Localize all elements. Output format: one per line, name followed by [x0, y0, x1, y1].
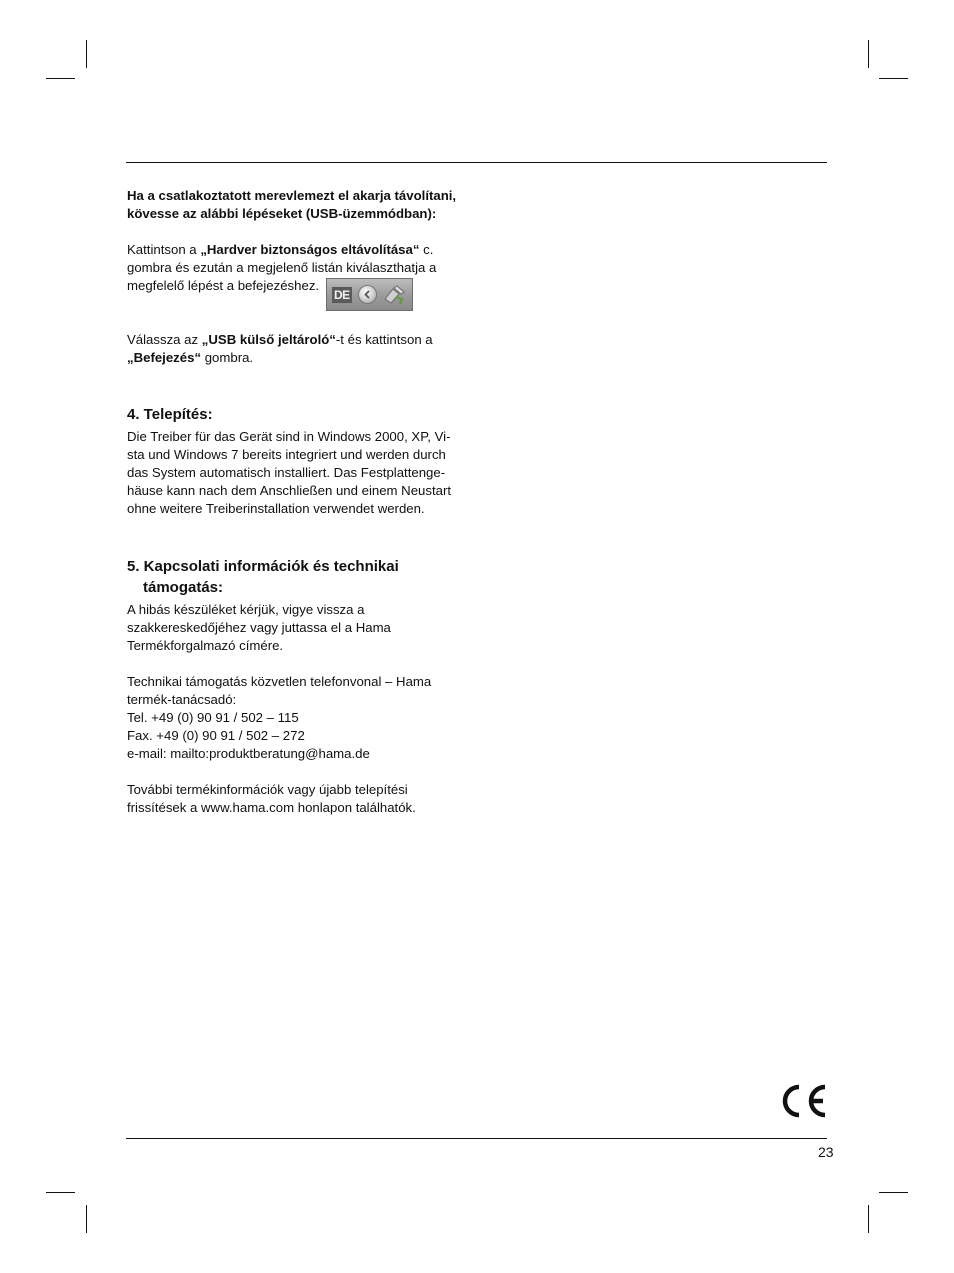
top-rule [126, 162, 827, 163]
contact-para [127, 781, 472, 817]
text-span: Kattintson a [127, 242, 201, 257]
contact-para [127, 601, 472, 655]
text-span: -t és kattintson a [335, 332, 433, 347]
heading-line: 5. Kapcsolati információk és technikai [127, 558, 399, 575]
crop-mark-top-left-vertical [86, 40, 87, 68]
remove-click-line [127, 241, 472, 259]
crop-mark-top-left-horizontal [46, 78, 75, 79]
crop-mark-top-right-vertical [868, 40, 869, 68]
body-line: termék-tanácsadó: [127, 692, 237, 707]
text-span: gombra. [201, 350, 254, 365]
finish-line [127, 349, 472, 367]
section-heading: 4. Telepítés: [127, 406, 213, 423]
text-span-bold: „Hardver biztonságos eltávolítása“ [200, 242, 420, 257]
heading-line: támogatás: [143, 579, 224, 596]
taskbar-tray-image [326, 278, 413, 311]
remove-intro-line: Ha a csatlakoztatott merevlemezt el akarja távolítani, [127, 188, 457, 203]
safely-remove-hardware-icon [382, 285, 406, 310]
page-number: 23 [818, 1144, 834, 1160]
body-line: További termékinformációk vagy újabb telepítési [127, 782, 408, 797]
section-install [127, 404, 472, 518]
section-heading [127, 556, 472, 598]
body-line: Technikai támogatás közvetlen telefonvonal – Hama [127, 674, 432, 689]
phone-line: Tel. +49 (0) 90 91 / 502 – 115 [127, 710, 299, 725]
text-span: Válassza az [127, 332, 202, 347]
install-body [127, 428, 472, 518]
remove-click-line: gombra és ezután a megjelenő listán kiválaszthatja a [127, 260, 437, 275]
body-line: ohne weitere Treiberinstallation verwendet werden. [127, 501, 425, 516]
body-line: A hibás készüléket kérjük, vigye vissza a [127, 602, 365, 617]
body-line: sta und Windows 7 bereits integriert und werden durch [127, 447, 446, 462]
crop-mark-bottom-right-vertical [868, 1205, 869, 1233]
text-span-bold: „Befejezés“ [127, 350, 202, 365]
body-line: das System automatisch installiert. Das Festplattenge- [127, 465, 446, 480]
section-remove-select [127, 331, 472, 367]
body-line: Die Treiber für das Gerät sind in Windows 2000, XP, Vi- [127, 429, 451, 444]
body-line: häuse kann nach dem Anschließen und einem Neustart [127, 483, 452, 498]
bottom-rule [126, 1138, 827, 1139]
back-arrow-icon [358, 285, 377, 304]
crop-mark-bottom-left-vertical [86, 1205, 87, 1233]
crop-mark-bottom-right-horizontal [879, 1192, 908, 1193]
text-span-bold: „USB külső jeltároló“ [201, 332, 336, 347]
remove-click-line: megfelelő lépést a befejezéshez. [127, 278, 320, 293]
crop-mark-top-right-horizontal [879, 78, 908, 79]
body-line: szakkereskedőjéhez vagy juttassa el a Hama [127, 620, 391, 635]
language-indicator: DE [334, 288, 350, 302]
section-contact [127, 556, 472, 817]
section-remove [127, 187, 472, 295]
body-line: frissítések a www.hama.com honlapon találhatók. [127, 800, 416, 815]
ce-mark-icon [779, 1083, 829, 1119]
crop-mark-bottom-left-horizontal [46, 1192, 75, 1193]
text-span: c. [419, 242, 434, 257]
remove-intro-line: kövesse az alábbi lépéseket (USB-üzemmódban): [127, 206, 437, 221]
fax-line: Fax. +49 (0) 90 91 / 502 – 272 [127, 728, 305, 743]
select-line [127, 331, 472, 349]
email-line: e-mail: mailto:produktberatung@hama.de [127, 746, 370, 761]
body-line: Termékforgalmazó címére. [127, 638, 284, 653]
contact-para [127, 673, 472, 763]
